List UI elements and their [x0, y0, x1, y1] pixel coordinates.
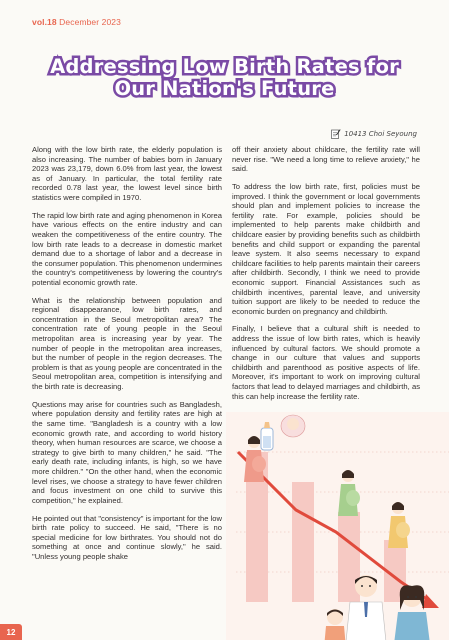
paragraph: The rapid low birth rate and aging phenomenon in Korea have various effects on the entire industry and can weaken the competitiveness of the entire country. The low birth rate leads to a decrease in domestic market demand due to a shortage of labor and a decrease in the consumer population. This phenomenon undermines the country's competitiveness by lowering the country's potential economic growth rate. — [32, 210, 222, 287]
paragraph: He pointed out that "consistency" is important for the low birth rate policy to succeed. He said, "There is no special medicine for low birthrates. You should not do something at once and continue slowly," he said. "Unless young people shake — [32, 513, 222, 561]
title-line-1: Addressing Low Birth Rates for — [50, 55, 399, 78]
article-title — [0, 56, 449, 100]
paragraph: Finally, I believe that a cultural shift is needed to address the issue of low birth rates, which is heavily influenced by cultural factors. We should promote a change in our culture that values and supports childbirth and parenthood as positive aspects of life. Moreover, it's important to work on improving cultural factors that lead to delayed marriages and childbirth, as this can help increase the fertility rate. — [232, 324, 420, 401]
page-number: 12 — [0, 624, 22, 640]
illustration-declining-birth-rate — [226, 412, 449, 640]
paragraph: To address the low birth rate, first, policies must be improved. I think the government or local governments should plan and implement policies to increase the fertility rate. For example, policies should be implemented to help parents make childbirth and childcare easier by providing benefits such as childbirth benefits and child support or expanding the parental leave system. It also seems necessary to expand childcare facilities to help parents maintain their careers after childbirth. Secondly, I think we need to provide economic support. Financial Assistances such as childbirth incentives, parental leave, and university tuition support are likely to be needed to reduce the economic burden on pregnancy and childbirth. — [232, 181, 420, 316]
volume-number: vol.18 — [32, 17, 57, 27]
paragraph: off their anxiety about childcare, the fertility rate will never rise. "We need a long time to relieve anxiety," he said. — [232, 145, 420, 174]
paragraph: What is the relationship between population and regional disappearance, low birth rates, and concentration in the Seoul metropolitan area? The concentration rate of young people in the Seoul metropolitan area is increasing year by year. The number of people in the metropolitan area increases, but the number of people in the region decreases. The problem is that as young people are concentrated in the Seoul metropolitan area, competition is intensifying and the birth rate is decreasing. — [32, 295, 222, 392]
issue-label — [32, 17, 121, 27]
right-column — [232, 145, 420, 409]
pen-paper-icon — [331, 129, 341, 139]
byline — [331, 129, 417, 139]
paragraph: Questions may arise for countries such as Bangladesh, where population density and fertility rates are high at the same time. "Bangladesh is a country with a low economic growth rate, and according to world history theory, when human resources are scarce, we choose a strategy to give birth to many children," he said. "The early death rate, including infants, is high, so we have more children." "On the other hand, when the economic level rises, we choose a strategy to have fewer children and focus investment on one child to survive this competition," he explained. — [32, 399, 222, 505]
title-line-2: Our Nation's Future — [114, 77, 335, 100]
paragraph: Along with the low birth rate, the elderly population is also increasing. The number of babies born in January 2023 was 23,179, down 6.0% from last year, the lowest as of January. In particular, the total fertility rate recorded 0.78 last year, the lowest level since birth statistics were compiled in 1970. — [32, 145, 222, 202]
issue-date: December 2023 — [59, 17, 121, 27]
left-column — [32, 145, 222, 570]
author-name: 10413 Choi Seyoung — [344, 130, 417, 138]
